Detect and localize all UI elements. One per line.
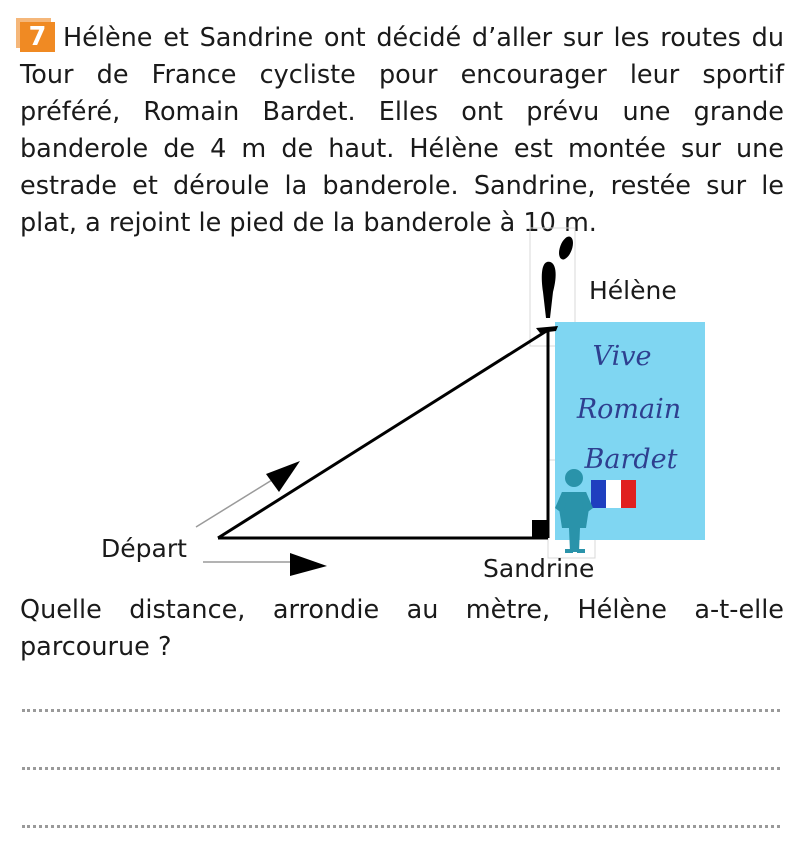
arrow-right-icon <box>290 553 327 576</box>
label-sandrine: Sandrine <box>483 554 595 583</box>
helene-path-segment <box>218 330 548 538</box>
answer-line-1[interactable] <box>22 709 780 712</box>
right-angle-mark <box>532 520 548 538</box>
label-depart: Départ <box>101 534 187 563</box>
arrow-up-path <box>196 461 300 527</box>
helene-figure-icon <box>536 235 576 333</box>
banner-line-3: Bardet <box>584 444 678 475</box>
banner-line-1: Vive <box>592 341 652 372</box>
answer-line-2[interactable] <box>22 767 780 770</box>
label-helene: Hélène <box>589 276 677 305</box>
banner-line-2: Romain <box>576 394 682 425</box>
arrow-up-icon <box>266 461 300 492</box>
arrow-ground-path <box>203 553 327 576</box>
answer-line-3[interactable] <box>22 825 780 828</box>
exercise-number-badge: 7 <box>20 22 55 52</box>
statement-text: Hélène et Sandrine ont décidé d’aller sur les routes du Tour de France cycliste pour encourager leur sportif préféré, Romain Bardet. Elles ont prévu une grande banderole de 4 m de haut. Hélène est montée sur une estrade et déroule la banderole. Sandrine, restée sur le plat, a rejoint le pied de la banderole à 10 m. <box>20 23 784 238</box>
question-text: Quelle distance, arrondie au mètre, Hélène a-t-elle parcourue ? <box>20 595 784 662</box>
french-flag-icon <box>591 480 636 508</box>
